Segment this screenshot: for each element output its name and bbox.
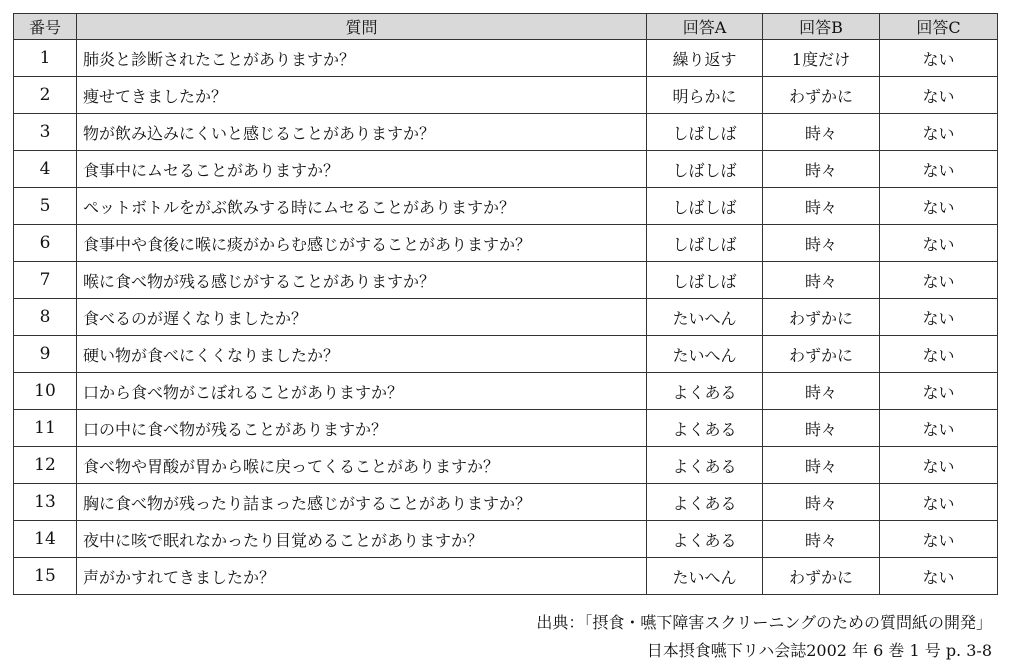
question-text: 物が飲み込みにくいと感じることがありますか？ [77, 114, 647, 151]
table-row [14, 151, 998, 188]
table-row [14, 188, 998, 225]
question-text: 喉に食べ物が残る感じがすることがありますか？ [77, 262, 647, 299]
header-answer-c: 回答C [880, 14, 998, 40]
answer-b: 時々 [763, 188, 880, 225]
answer-a: しばしば [647, 262, 763, 299]
answer-a: よくある [647, 521, 763, 558]
table-row [14, 225, 998, 262]
answer-b: 時々 [763, 484, 880, 521]
answer-a: よくある [647, 447, 763, 484]
questionnaire-table [13, 13, 998, 595]
answer-b: わずかに [763, 558, 880, 595]
answer-a: しばしば [647, 151, 763, 188]
row-number: 8 [14, 299, 77, 336]
question-text: 食べるのが遅くなりましたか？ [77, 299, 647, 336]
header-answer-a: 回答A [647, 14, 763, 40]
row-number: 2 [14, 77, 77, 114]
header-number: 番号 [14, 14, 77, 40]
answer-b: 1度だけ [763, 40, 880, 77]
table-row [14, 262, 998, 299]
answer-b: 時々 [763, 410, 880, 447]
answer-c: ない [880, 484, 998, 521]
question-text: 食べ物や胃酸が胃から喉に戻ってくることがありますか？ [77, 447, 647, 484]
answer-a: よくある [647, 484, 763, 521]
answer-c: ない [880, 225, 998, 262]
question-text: 口から食べ物がこぼれることがありますか？ [77, 373, 647, 410]
answer-a: 繰り返す [647, 40, 763, 77]
answer-c: ない [880, 521, 998, 558]
row-number: 5 [14, 188, 77, 225]
table-row [14, 373, 998, 410]
answer-b: わずかに [763, 77, 880, 114]
answer-a: よくある [647, 373, 763, 410]
row-number: 6 [14, 225, 77, 262]
table-row [14, 114, 998, 151]
answer-c: ない [880, 558, 998, 595]
answer-c: ない [880, 447, 998, 484]
answer-c: ない [880, 188, 998, 225]
answer-b: 時々 [763, 262, 880, 299]
answer-a: しばしば [647, 225, 763, 262]
answer-c: ない [880, 336, 998, 373]
header-question: 質問 [77, 14, 647, 40]
answer-b: 時々 [763, 521, 880, 558]
answer-c: ない [880, 151, 998, 188]
answer-c: ない [880, 114, 998, 151]
row-number: 11 [14, 410, 77, 447]
answer-b: 時々 [763, 225, 880, 262]
answer-a: たいへん [647, 299, 763, 336]
question-text: 夜中に咳で眠れなかったり目覚めることがありますか？ [77, 521, 647, 558]
row-number: 15 [14, 558, 77, 595]
answer-a: しばしば [647, 188, 763, 225]
answer-c: ない [880, 373, 998, 410]
answer-a: しばしば [647, 114, 763, 151]
table-row [14, 40, 998, 77]
answer-c: ない [880, 40, 998, 77]
table-row [14, 558, 998, 595]
row-number: 1 [14, 40, 77, 77]
header-answer-b: 回答B [763, 14, 880, 40]
table-row [14, 521, 998, 558]
answer-a: たいへん [647, 336, 763, 373]
answer-a: たいへん [647, 558, 763, 595]
question-text: 食事中や食後に喉に痰がからむ感じがすることがありますか？ [77, 225, 647, 262]
row-number: 14 [14, 521, 77, 558]
row-number: 10 [14, 373, 77, 410]
answer-c: ない [880, 410, 998, 447]
answer-c: ない [880, 299, 998, 336]
question-text: 肺炎と診断されたことがありますか？ [77, 40, 647, 77]
table-row [14, 299, 998, 336]
answer-b: わずかに [763, 299, 880, 336]
question-text: 痩せてきましたか？ [77, 77, 647, 114]
row-number: 12 [14, 447, 77, 484]
source-citation-title: 出典：「摂食・嚥下障害スクリーニングのための質問紙の開発」 [536, 613, 992, 632]
table-body [14, 40, 998, 595]
table-row [14, 336, 998, 373]
table-row [14, 410, 998, 447]
answer-b: 時々 [763, 373, 880, 410]
table-row [14, 77, 998, 114]
question-text: 胸に食べ物が残ったり詰まった感じがすることがありますか？ [77, 484, 647, 521]
row-number: 3 [14, 114, 77, 151]
question-text: ペットボトルをがぶ飲みする時にムセることがありますか？ [77, 188, 647, 225]
answer-c: ない [880, 77, 998, 114]
answer-a: よくある [647, 410, 763, 447]
answer-b: 時々 [763, 114, 880, 151]
question-text: 食事中にムセることがありますか？ [77, 151, 647, 188]
row-number: 9 [14, 336, 77, 373]
source-citation-journal: 日本摂食嚥下リハ会誌2002 年 6 巻 1 号 p. 3-8 [646, 641, 992, 660]
row-number: 7 [14, 262, 77, 299]
header-row [14, 14, 998, 40]
table-row [14, 484, 998, 521]
answer-b: 時々 [763, 151, 880, 188]
answer-a: 明らかに [647, 77, 763, 114]
question-text: 声がかすれてきましたか？ [77, 558, 647, 595]
answer-c: ない [880, 262, 998, 299]
answer-b: わずかに [763, 336, 880, 373]
row-number: 13 [14, 484, 77, 521]
question-text: 口の中に食べ物が残ることがありますか？ [77, 410, 647, 447]
question-text: 硬い物が食べにくくなりましたか？ [77, 336, 647, 373]
answer-b: 時々 [763, 447, 880, 484]
row-number: 4 [14, 151, 77, 188]
table-row [14, 447, 998, 484]
